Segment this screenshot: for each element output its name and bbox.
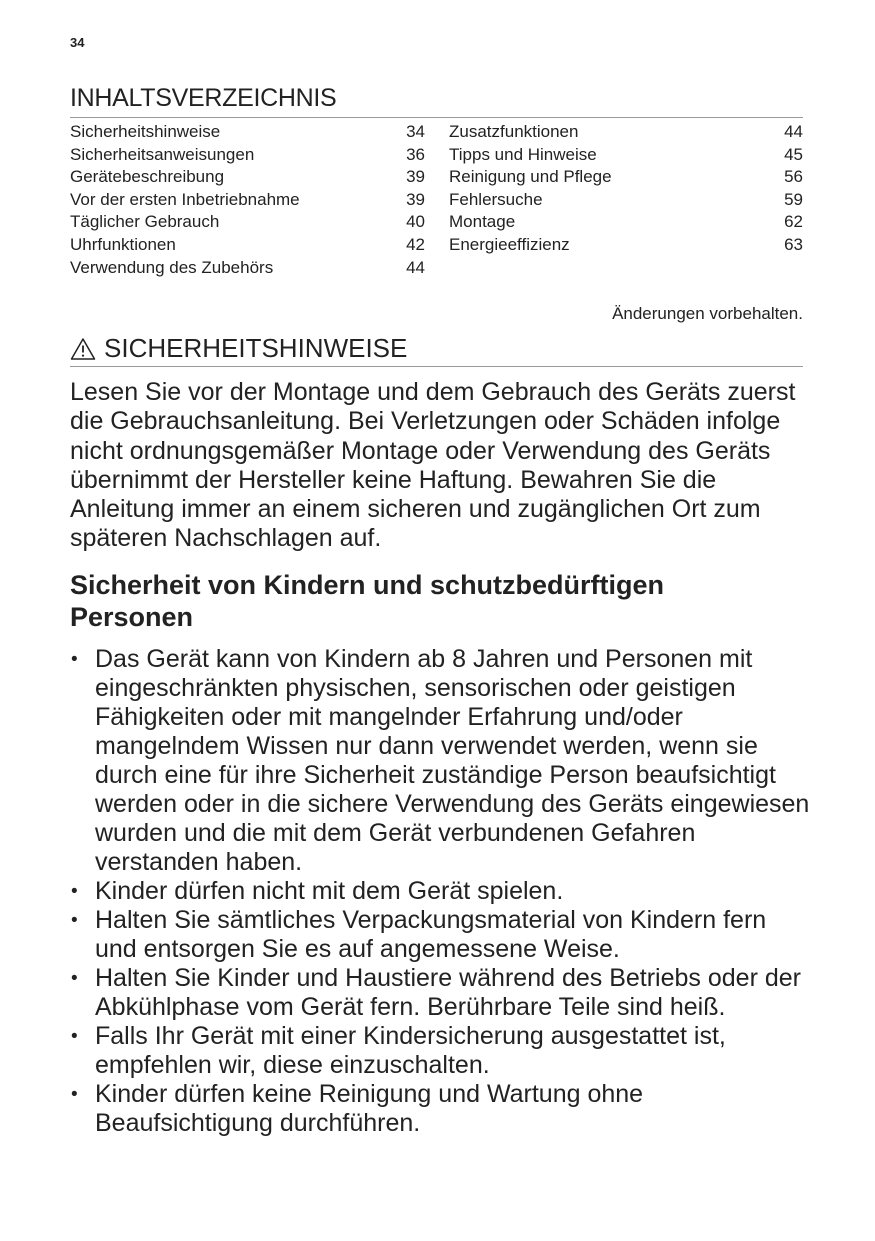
toc-entry-label: Fehlersuche (449, 189, 543, 209)
toc-entry-page: 40 (406, 212, 425, 232)
toc-column-left (70, 121, 425, 279)
list-item: • Falls Ihr Gerät mit einer Kindersicherung ausgestattet ist, empfehlen wir, diese einzuschalten. (70, 1022, 810, 1080)
toc-entry-label: Vor der ersten Inbetriebnahme (70, 189, 300, 209)
toc-entry-label: Energieeffizienz (449, 234, 570, 254)
toc-entry-page: 44 (406, 257, 425, 277)
toc-divider (70, 117, 803, 118)
toc-entry[interactable] (70, 144, 425, 167)
toc-entry-page: 62 (784, 212, 803, 232)
section-title-text: SICHERHEITSHINWEISE (104, 333, 408, 363)
changes-reserved-note: Änderungen vorbehalten. (612, 304, 803, 323)
toc-entry[interactable] (449, 144, 803, 167)
toc-entry[interactable] (449, 211, 803, 234)
toc-entry-label: Sicherheitshinweise (70, 122, 221, 141)
toc-entry-label: Tipps und Hinweise (449, 144, 597, 164)
toc-entry-page: 39 (406, 167, 425, 187)
toc-entry[interactable] (70, 234, 425, 257)
warning-triangle-icon (70, 337, 96, 361)
toc-title: INHALTSVERZEICHNIS (70, 84, 337, 112)
section-divider (70, 366, 803, 367)
toc-entry-label: Gerätebeschreibung (70, 167, 225, 187)
page-number: 34 (70, 35, 85, 50)
toc-entry[interactable] (70, 257, 425, 280)
toc-entry-page: 39 (406, 189, 425, 209)
toc-entry[interactable] (449, 166, 803, 189)
toc-entry[interactable] (70, 121, 425, 144)
toc-entry-label: Montage (449, 212, 516, 232)
toc-entry[interactable] (70, 189, 425, 212)
subsection-heading: Sicherheit von Kindern und schutzbedürftigen Personen (70, 570, 665, 632)
intro-paragraph: Lesen Sie vor der Montage und dem Gebrauch des Geräts zuerst die Gebrauchsanleitung. Bei Verletzungen oder Schäden infolge nicht ordnungsgemäßer Montage oder Verwendung des Geräts übernimmt der Hersteller keine Haftung. Bewahren Sie die Anleitung immer an einem sicheren und zugänglichen Ort zum späteren Nachschlagen auf. (70, 378, 796, 553)
toc-entry-label: Sicherheitsanweisungen (70, 144, 255, 164)
list-item: • Das Gerät kann von Kindern ab 8 Jahren und Personen mit eingeschränkten physischen, sensorischen oder geistigen Fähigkeiten oder mit mangelnder Erfahrung und/oder mangelndem Wissen nur dann verwendet werden, wenn sie durch eine für ihre Sicherheit zuständige Person beaufsichtigt werden oder in die sichere Verwendung des Geräts eingewiesen wurden und die mit dem Gerät verbundenen Gefahren verstanden haben. (70, 645, 810, 877)
toc-entry[interactable] (449, 189, 803, 212)
toc-entry[interactable] (449, 234, 803, 257)
toc-entry-label: Zusatzfunktionen (449, 122, 579, 141)
toc-entry[interactable] (70, 211, 425, 234)
list-item: • Halten Sie sämtliches Verpackungsmaterial von Kindern fern und entsorgen Sie es auf angemessene Weise. (70, 906, 810, 964)
toc-entry-page: 56 (784, 167, 803, 187)
toc-entry-page: 34 (406, 122, 425, 141)
toc-entry-label: Uhrfunktionen (70, 234, 176, 254)
toc-entry-page: 45 (784, 144, 803, 164)
toc-entry-page: 63 (784, 234, 803, 254)
toc-entry-page: 59 (784, 189, 803, 209)
toc-entry-label: Verwendung des Zubehörs (70, 257, 274, 277)
toc-entry[interactable] (449, 121, 803, 144)
toc-entry-page: 44 (784, 122, 803, 141)
toc-column-right (449, 121, 803, 257)
toc-entry-label: Reinigung und Pflege (449, 167, 612, 187)
list-item: • Kinder dürfen keine Reinigung und Wartung ohne Beaufsichtigung durchführen. (70, 1080, 810, 1138)
list-item: • Halten Sie Kinder und Haustiere während des Betriebs oder der Abkühlphase vom Gerät fern. Berührbare Teile sind heiß. (70, 964, 810, 1022)
toc-entry-page: 36 (406, 144, 425, 164)
list-item: • Kinder dürfen nicht mit dem Gerät spielen. (70, 877, 810, 906)
toc-entry[interactable] (70, 166, 425, 189)
toc-entry-label: Täglicher Gebrauch (70, 212, 220, 232)
safety-bullet-list (70, 645, 810, 1138)
section-title (70, 333, 407, 364)
toc-entry-page: 42 (406, 234, 425, 254)
